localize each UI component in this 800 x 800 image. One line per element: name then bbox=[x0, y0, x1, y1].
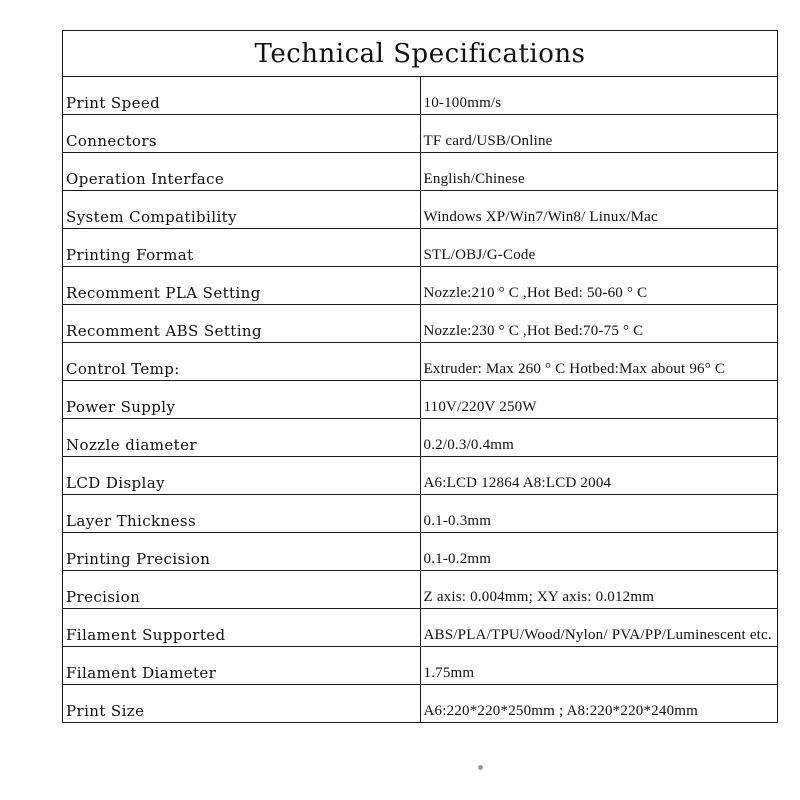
spec-label: Filament Supported bbox=[63, 609, 421, 647]
spec-label: Filament Diameter bbox=[63, 647, 421, 685]
spec-row bbox=[63, 533, 778, 571]
spec-value: Extruder: Max 260 ° C Hotbed:Max about 96° C bbox=[420, 343, 778, 381]
spec-row bbox=[63, 685, 778, 723]
spec-row bbox=[63, 77, 778, 115]
spec-table-body bbox=[63, 77, 778, 723]
spec-label: Layer Thickness bbox=[63, 495, 421, 533]
spec-label: Nozzle diameter bbox=[63, 419, 421, 457]
spec-value: 0.1-0.3mm bbox=[420, 495, 778, 533]
spec-value: 0.2/0.3/0.4mm bbox=[420, 419, 778, 457]
spec-label: Control Temp: bbox=[63, 343, 421, 381]
spec-row bbox=[63, 457, 778, 495]
spec-row bbox=[63, 305, 778, 343]
stray-dot bbox=[478, 765, 483, 770]
spec-label: LCD Display bbox=[63, 457, 421, 495]
spec-value: 1.75mm bbox=[420, 647, 778, 685]
table-title: Technical Specifications bbox=[63, 31, 778, 77]
spec-row bbox=[63, 571, 778, 609]
spec-value: 10-100mm/s bbox=[420, 77, 778, 115]
spec-row bbox=[63, 609, 778, 647]
spec-row bbox=[63, 153, 778, 191]
spec-value: 0.1-0.2mm bbox=[420, 533, 778, 571]
spec-label: Recomment PLA Setting bbox=[63, 267, 421, 305]
spec-label: Connectors bbox=[63, 115, 421, 153]
spec-label: Print Size bbox=[63, 685, 421, 723]
spec-row bbox=[63, 647, 778, 685]
spec-label: Print Speed bbox=[63, 77, 421, 115]
spec-value: Nozzle:230 ° C ,Hot Bed:70-75 ° C bbox=[420, 305, 778, 343]
spec-row bbox=[63, 191, 778, 229]
spec-value: 110V/220V 250W bbox=[420, 381, 778, 419]
spec-label: Precision bbox=[63, 571, 421, 609]
spec-row bbox=[63, 115, 778, 153]
spec-label: System Compatibility bbox=[63, 191, 421, 229]
spec-label: Recomment ABS Setting bbox=[63, 305, 421, 343]
spec-row bbox=[63, 229, 778, 267]
spec-value: English/Chinese bbox=[420, 153, 778, 191]
spec-label: Power Supply bbox=[63, 381, 421, 419]
spec-label: Operation Interface bbox=[63, 153, 421, 191]
spec-value: Windows XP/Win7/Win8/ Linux/Mac bbox=[420, 191, 778, 229]
spec-row bbox=[63, 267, 778, 305]
spec-label: Printing Precision bbox=[63, 533, 421, 571]
spec-value: Nozzle:210 ° C ,Hot Bed: 50-60 ° C bbox=[420, 267, 778, 305]
spec-row bbox=[63, 381, 778, 419]
spec-row bbox=[63, 343, 778, 381]
spec-row bbox=[63, 419, 778, 457]
spec-label: Printing Format bbox=[63, 229, 421, 267]
spec-value: ABS/PLA/TPU/Wood/Nylon/ PVA/PP/Luminescent etc. bbox=[420, 609, 778, 647]
spec-value: A6:LCD 12864 A8:LCD 2004 bbox=[420, 457, 778, 495]
spec-value: STL/OBJ/G-Code bbox=[420, 229, 778, 267]
spec-table bbox=[62, 30, 778, 723]
spec-value: Z axis: 0.004mm; XY axis: 0.012mm bbox=[420, 571, 778, 609]
spec-value: A6:220*220*250mm ; A8:220*220*240mm bbox=[420, 685, 778, 723]
spec-row bbox=[63, 495, 778, 533]
spec-value: TF card/USB/Online bbox=[420, 115, 778, 153]
